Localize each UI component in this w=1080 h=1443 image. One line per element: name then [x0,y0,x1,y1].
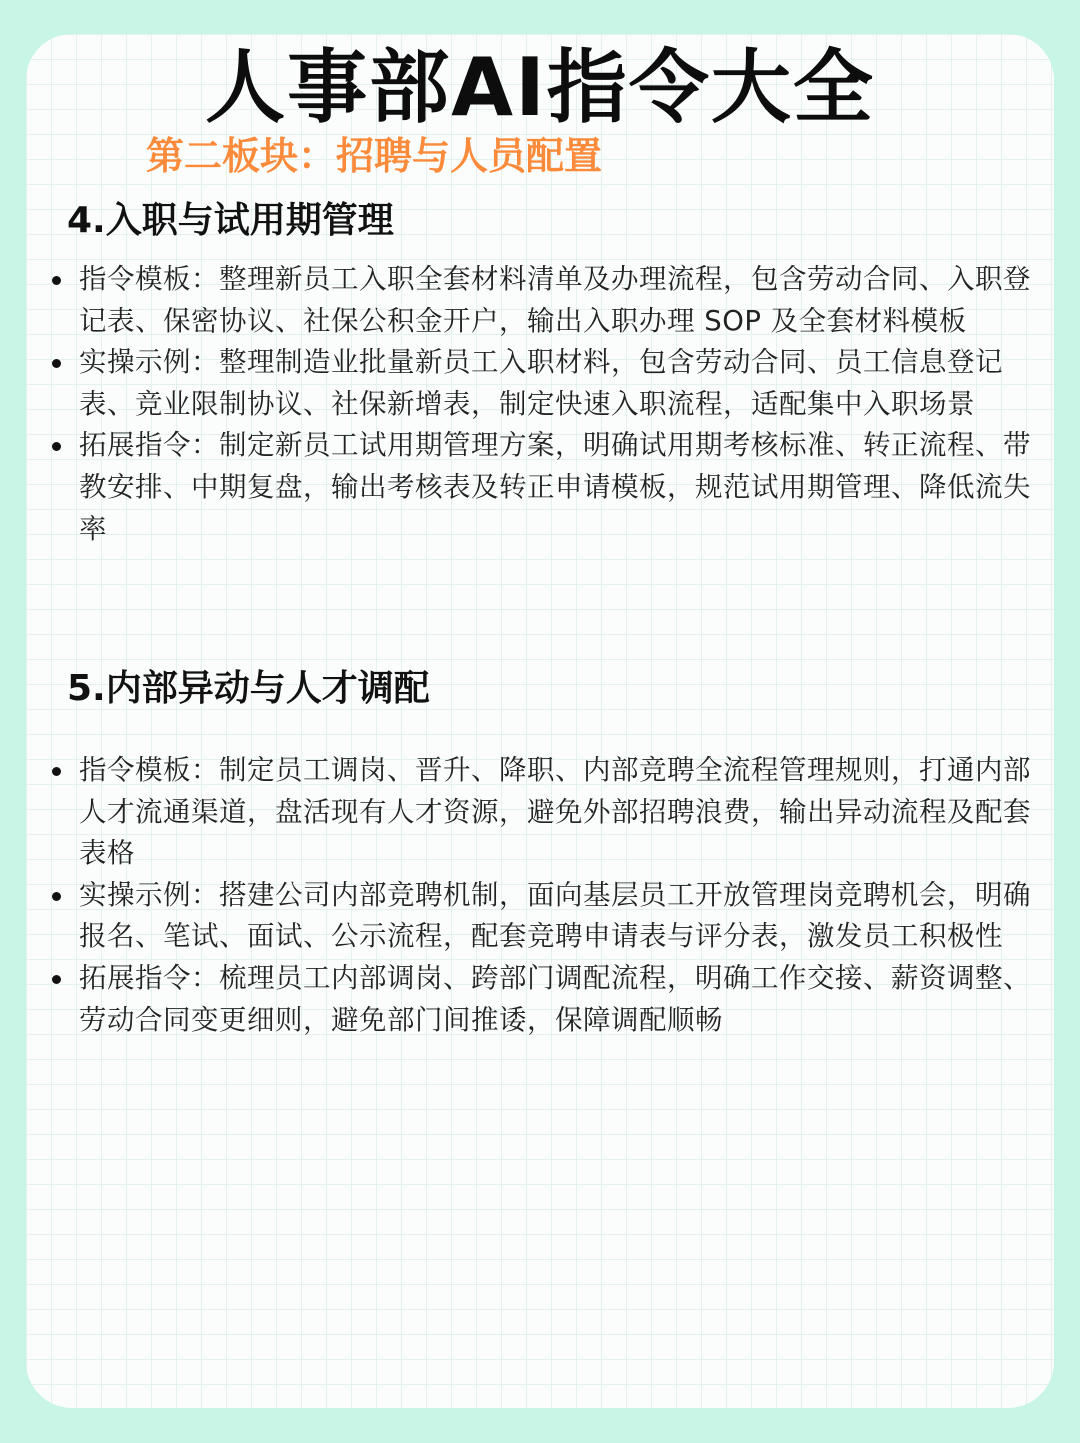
section-heading-internal-transfer: 5.内部异动与人才调配 [67,668,430,709]
bullet-list-onboarding [48,259,1043,550]
list-item [48,750,1043,875]
list-item-text: 指令模板：制定员工调岗、晋升、降职、内部竞聘全流程管理规则，打通内部人才流通渠道，盘活现有人才资源，避免外部招聘浪费，输出异动流程及配套表格 [79,754,1031,870]
list-item [48,958,1043,1041]
list-item-text: 拓展指令：制定新员工试用期管理方案，明确试用期考核标准、转正流程、带教安排、中期复盘，输出考核表及转正申请模板，规范试用期管理、降低流失率 [79,429,1031,545]
bullet-dot-icon [52,276,61,285]
list-item-text: 拓展指令：梳理员工内部调岗、跨部门调配流程，明确工作交接、薪资调整、劳动合同变更细则，避免部门间推诿，保障调配顺畅 [79,961,1031,1036]
bullet-dot-icon [52,359,61,368]
bullet-dot-icon [52,892,61,901]
list-item-text: 实操示例：整理制造业批量新员工入职材料，包含劳动合同、员工信息登记表、竞业限制协议、社保新增表，制定快速入职流程，适配集中入职场景 [79,346,1003,420]
section-heading-onboarding: 4.入职与试用期管理 [67,200,394,241]
section-subtitle: 第二板块：招聘与人员配置 [146,134,603,178]
bullet-list-internal-transfer [48,750,1043,1041]
list-item [48,425,1043,550]
bullet-dot-icon [52,442,61,451]
bullet-dot-icon [52,767,61,776]
bullet-dot-icon [52,975,61,984]
page-title: 人事部AI指令大全 [205,41,875,134]
list-item-text: 指令模板：整理新员工入职全套材料清单及办理流程，包含劳动合同、入职登记表、保密协议、社保公积金开户，输出入职办理 SOP 及全套材料模板 [79,263,1031,337]
list-item [48,259,1043,342]
list-item [48,875,1043,958]
list-item-text: 实操示例：搭建公司内部竞聘机制，面向基层员工开放管理岗竞聘机会，明确报名、笔试、面试、公示流程，配套竞聘申请表与评分表，激发员工积极性 [79,878,1031,953]
list-item [48,342,1043,425]
